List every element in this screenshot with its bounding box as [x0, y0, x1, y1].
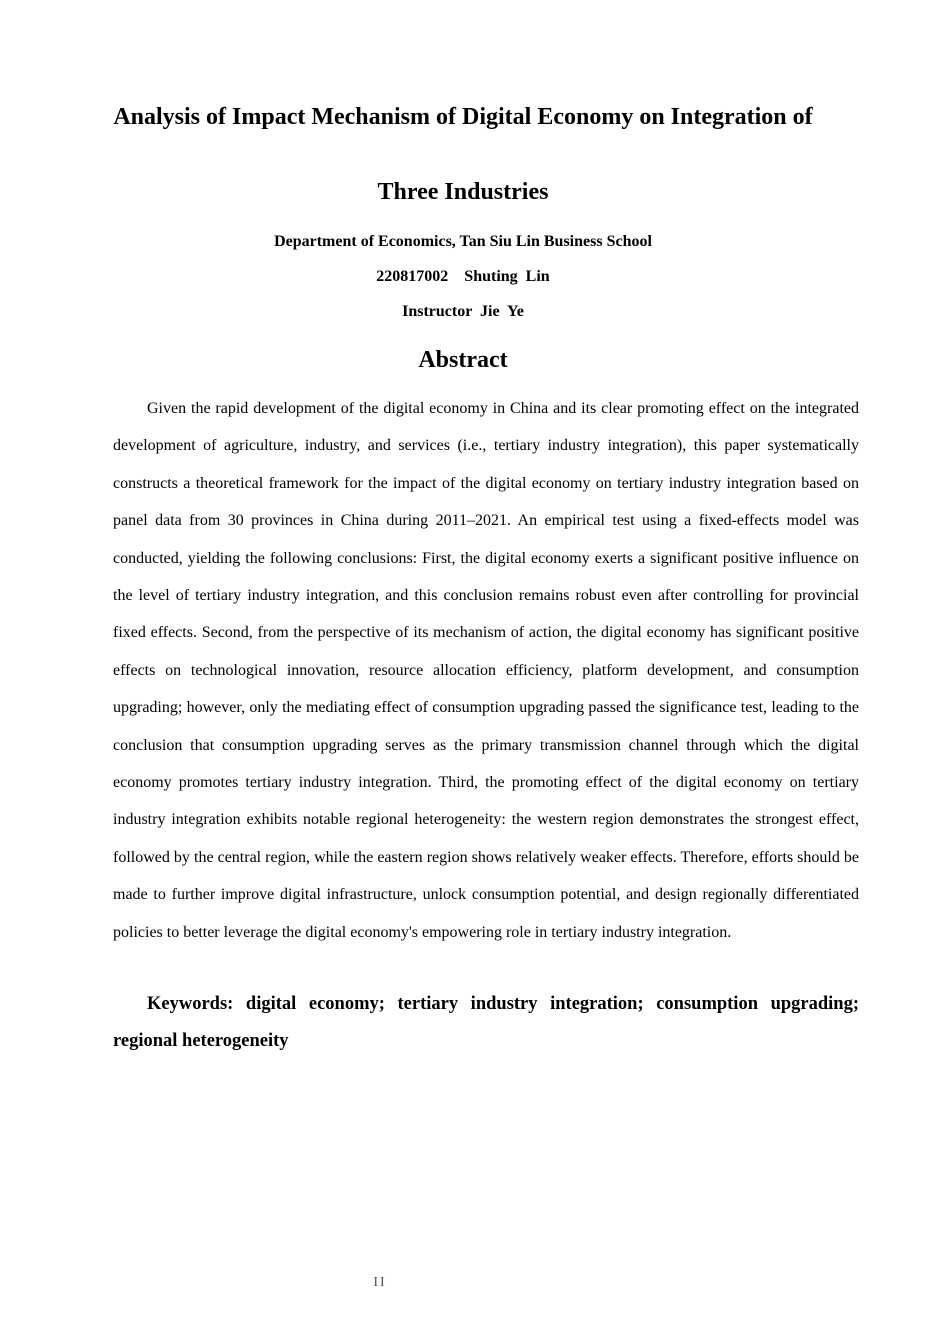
department-affiliation: Department of Economics, Tan Siu Lin Business School: [274, 233, 652, 250]
keywords-paragraph: Keywords: digital economy; tertiary industry integration; consumption upgrading; regional heterogeneity: [113, 994, 859, 1052]
instructor-name: Instructor Jie Ye: [402, 303, 524, 320]
abstract-body: Given the rapid development of the digital economy in China and its clear promoting effect on the integrated development of agriculture, industry, and services (i.e., tertiary industry integration), this paper systematically constructs a theoretical framework for the impact of the digital economy on tertiary industry integration based on panel data from 30 provinces in China during 2011–2021. An empirical test using a fixed-effects model was conducted, yielding the following conclusions: First, the digital economy exerts a significant positive influence on the level of tertiary industry integration, and this conclusion remains robust even after controlling for provincial fixed effects. Second, from the perspective of its mechanism of action, the digital economy has significant positive effects on technological innovation, resource allocation efficiency, platform development, and consumption upgrading; however, only the mediating effect of consumption upgrading passed the significance test, leading to the conclusion that consumption upgrading serves as the primary transmission channel through which the digital economy promotes tertiary industry integration. Third, the promoting effect of the digital economy on tertiary industry integration exhibits notable regional heterogeneity: the western region demonstrates the strongest effect, followed by the central region, while the eastern region shows relatively weaker effects. Therefore, efforts should be made to further improve digital infrastructure, unlock consumption potential, and design regionally differentiated policies to better leverage the digital economy's empowering role in tertiary industry integration.: [113, 400, 859, 941]
paper-title-line-2: Three Industries: [377, 179, 549, 205]
paper-title-line-1: Analysis of Impact Mechanism of Digital Economy on Integration of: [113, 104, 813, 130]
student-id-and-name: 220817002 Shuting Lin: [376, 268, 550, 285]
abstract-heading: Abstract: [418, 347, 508, 373]
page-number: II: [373, 1275, 387, 1290]
